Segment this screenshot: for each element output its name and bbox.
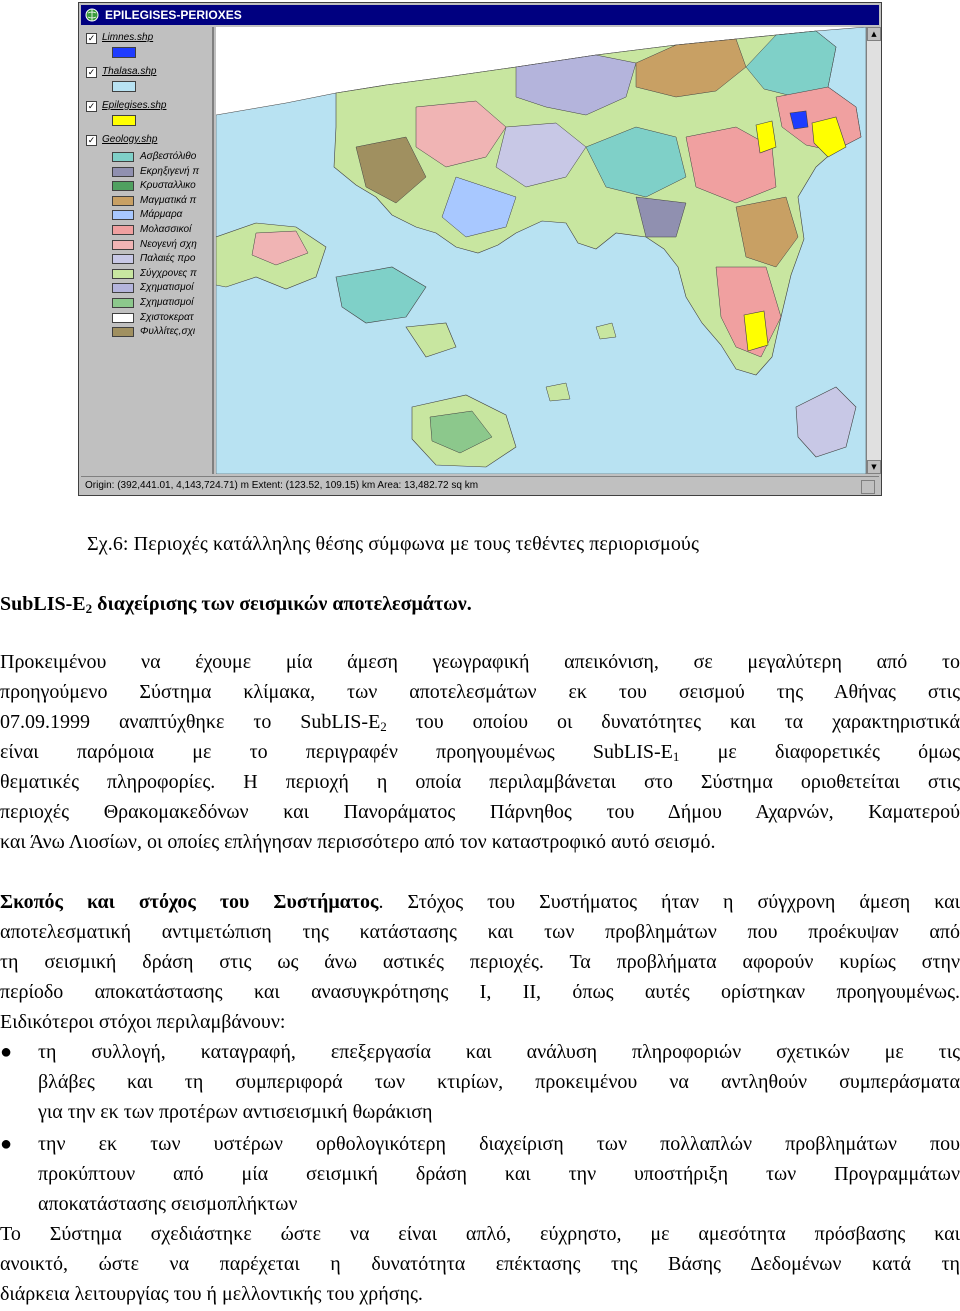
heading-part: SubLIS-E [0,593,86,615]
geology-swatch [112,269,134,279]
paragraph-line: και Άνω Λιοσίων, οι οποίες επλήγησαν περισσότερο από τον καταστροφικό αυτό σεισμό. [0,831,716,853]
text-run: με διαφορετικές όμως [679,741,960,763]
geology-label: Σχιστοκερατ [140,311,194,323]
geology-label: Μολασσικοί [140,224,192,235]
geology-swatch [112,254,134,264]
layer-name: Thalasa.shp [102,66,157,77]
geology-swatch [112,298,134,308]
geology-legend-item [112,209,212,220]
legend-divider[interactable] [212,27,214,474]
heading-subscript: 2 [85,601,93,616]
geology-legend-item [112,195,212,206]
resize-grip-icon[interactable] [861,480,875,494]
paragraph-line: Το Σύστημα σχεδιάστηκε ώστε να είναι απλό, εύχρηστο, με αμεσότητα πρόσβασης και [0,1223,960,1245]
paragraph-line: προηγούμενο Σύστημα κλίμακα, των αποτελεσμάτων εκ του σεισμού της Αθήνας στις [0,681,960,703]
legend-panel [82,27,214,474]
text-run: είναι παρόμοια με το περιγραφέν προηγουμένως SubLIS-E [0,741,673,763]
bullet-icon: ● [0,1041,13,1063]
bullet-line: τη συλλογή, καταγραφή, επεξεργασία και ανάλυση πληροφοριών σχετικών με τις [38,1041,960,1063]
geology-legend-item [112,253,212,264]
layer-checkbox[interactable]: ✓ [87,135,96,145]
paragraph-line [0,711,960,734]
geology-label: Μάρμαρα [140,209,183,221]
bullet-line: αποκατάστασης σεισμοπλήκτων [38,1193,298,1215]
geology-legend-item [112,297,212,308]
geology-swatch [112,313,134,323]
geology-swatch [112,181,134,191]
geology-swatch [112,210,134,220]
geology-label: Κρυσταλλικο [140,180,196,192]
bullet-line: για την εκ των προτέρων αντισεισμική θωράκιση [38,1101,433,1123]
subscript: 2 [380,719,387,734]
paragraph-line: Ειδικότεροι στόχοι περιλαμβάνουν: [0,1011,286,1033]
bullet-line: βλάβες και τη συμπεριφορά των κτιρίων, προκειμένου να αντληθούν συμπεράσματα [38,1071,960,1093]
geology-legend-item [112,224,212,235]
paragraph-line: θεματικές πληροφορίες. Η περιοχή η οποία περιλαμβάνεται στο Σύστημα οριοθετείται στις [0,771,960,793]
geology-legend-item [112,282,212,293]
selected-area [744,311,768,351]
bullet-line: την εκ των υστέρων ορθολογικότερη διαχείριση των πολλαπλών προβλημάτων που [38,1133,960,1155]
geology-legend-item [112,312,212,323]
bullet-line: προκύπτουν από μία σεισμική δράση και την υποστήριξη των Προγραμμάτων [38,1163,960,1185]
text-run: . Στόχος του Συστήματος ήταν η σύγχρονη άμεση και [378,891,960,913]
status-bar [81,476,879,494]
geology-legend-item [112,151,212,162]
layer-swatch [112,115,136,126]
map-view[interactable] [216,27,866,474]
figure-caption: Σχ.6: Περιοχές κατάλληλης θέσης σύμφωνα με τους τεθέντες περιορισμούς [87,533,699,555]
geology-label: Σχηματισμοί [140,282,194,294]
geology-swatch [112,196,134,206]
gis-window [78,2,882,496]
map-scrollbar[interactable] [866,27,881,474]
scroll-up-icon[interactable]: ▲ [867,27,881,41]
layer-checkbox[interactable]: ✓ [87,101,96,111]
layer-swatch [112,81,136,92]
geology-label: Ασβεστόλιθο [140,151,197,162]
heading-part: διαχείρισης των σεισμικών αποτελεσμάτων. [92,593,472,615]
text-run: του οποίου οι δυνατότητες και τα χαρακτηριστικά [386,711,960,733]
layer-name: Epilegises.shp [102,100,167,111]
paragraph-line: τη σεισμική δράση στις ως άνω αστικές περιοχές. Τα προβλήματα αφορούν κυρίως στην [0,951,960,973]
paragraph-line: περιοχές Θρακομακεδόνων και Πανοράματος Πάρνηθος του Δήμου Αχαρνών, Καματερού [0,801,960,823]
status-text: Origin: (392,441.01, 4,143,724.71) m Extent: (123.52, 109.15) km Area: 13,482.72 sq km [85,480,479,491]
paragraph-line: αποτελεσματική αντιμετώπιση της κατάστασης και των προβλημάτων που προέκυψαν από [0,921,960,943]
section-heading: Σκοπός και στόχος του Συστήματος [0,891,379,913]
geology-map [216,27,866,474]
geology-swatch [112,167,134,177]
geology-swatch [112,152,134,162]
window-title: EPILEGISES-PERIOXES [105,8,242,22]
layer-swatch [112,47,136,58]
geology-label: Νεογενή σχη [140,238,197,250]
layer-checkbox[interactable]: ✓ [87,67,96,77]
layer-checkbox[interactable]: ✓ [87,33,96,43]
layer-name: Limnes.shp [102,32,154,43]
geology-swatch [112,327,134,337]
paragraph-heading [0,593,472,616]
geology-legend-item [112,180,212,191]
geology-legend-item [112,326,212,337]
geology-label: Μαγματικά π [140,194,197,206]
bullet-icon: ● [0,1133,13,1155]
geology-legend-item [112,239,212,250]
geology-label: Σχηματισμοί [140,297,194,308]
geology-label: Σύγχρονες π [140,267,197,279]
geology-swatch [112,283,134,293]
paragraph-line: περίοδο αποκατάστασης και ανασυγκρότησης Ι, ΙΙ, όπως αυτές ορίστηκαν προηγουμένως. [0,981,960,1003]
paragraph-line [0,891,960,914]
geology-legend-item [112,166,212,177]
paragraph-line: Προκειμένου να έχουμε μία άμεση γεωγραφική απεικόνιση, σε μεγαλύτερη από το [0,651,960,673]
scroll-down-icon[interactable]: ▼ [867,460,881,474]
window-titlebar[interactable] [81,5,879,25]
globe-icon [85,8,99,22]
text-run: 07.09.1999 αναπτύχθηκε το SubLIS-E [0,711,381,733]
geology-label: Φυλλίτες,σχι [140,326,196,338]
geology-label: Εκρηξιγενή π [140,165,200,177]
layer-name: Geology.shp [102,134,158,145]
paragraph-line: ανοικτό, ώστε να παρέχεται η δυνατότητα επέκτασης της Βάσης Δεδομένων κατά τη [0,1253,960,1275]
geology-legend-item [112,268,212,279]
geology-swatch [112,225,134,235]
geology-label: Παλαιές προ [140,253,196,265]
geology-swatch [112,240,134,250]
subscript: 1 [672,749,680,764]
paragraph-line [0,741,960,764]
paragraph-line: διάρκεια λειτουργίας του ή μελλοντικής του χρήσης. [0,1283,423,1305]
